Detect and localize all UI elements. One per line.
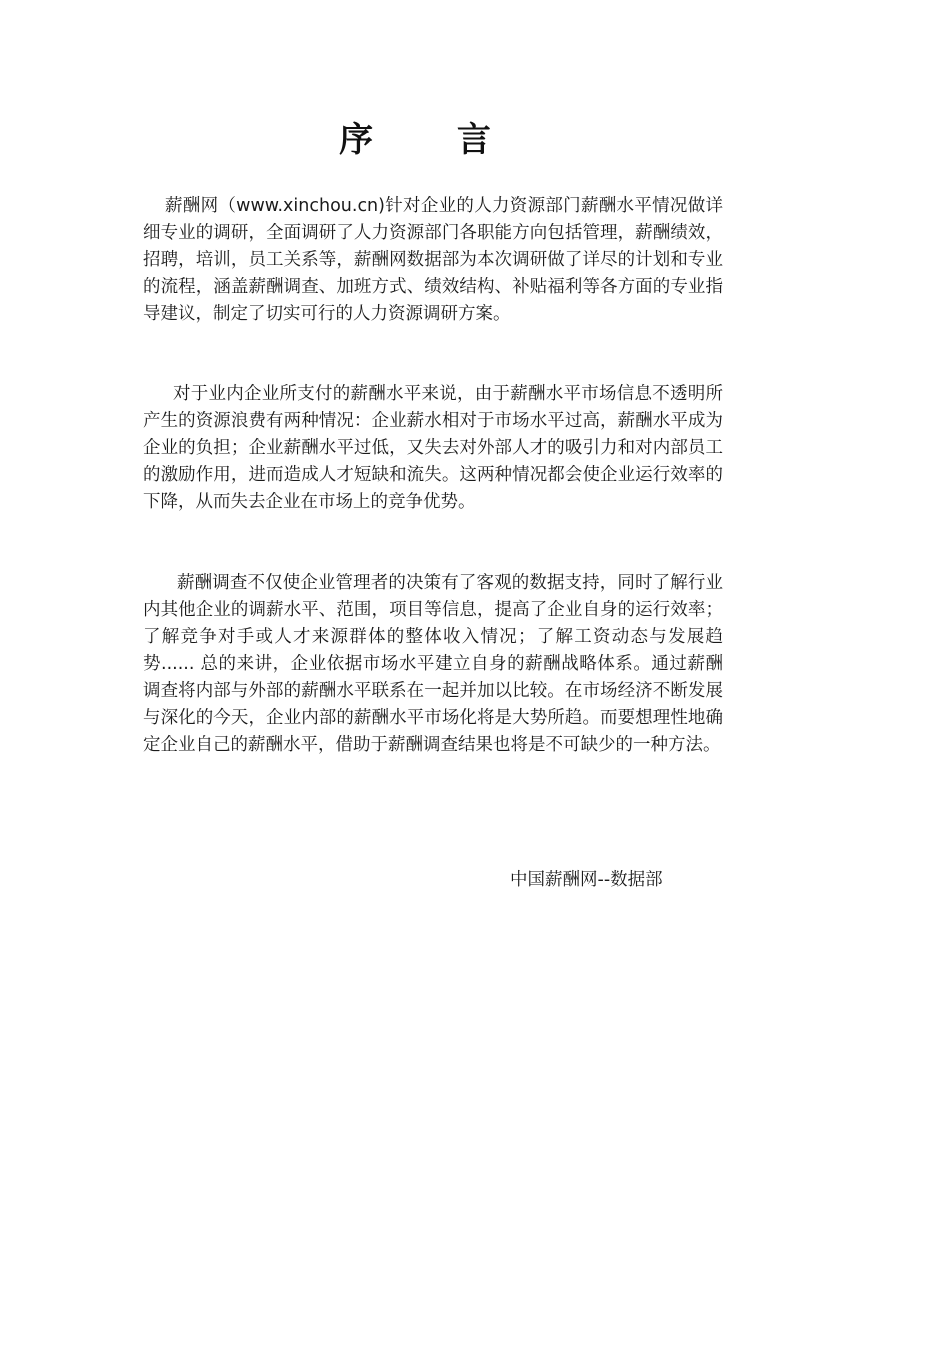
- paragraph-salary-survey: 薪酬调查不仅使企业管理者的决策有了客观的数据支持，同时了解行业内其他企业的调薪水平、范围，项目等信息，提高了企业自身的运行效率；了解竞争对手或人才来源群体的整体收入情况；了解工资动态与发展趋势...... 总的来讲，企业依据市场水平建立自身的薪酬战略体系。通过薪酬调查将内部与外部的薪酬水平联系在一起并加以比较。在市场经济不断发展与深化的今天，企业内部的薪酬水平市场化将是大势所趋。而要想理性地确定企业自己的薪酬水平，借助于薪酬调查结果也将是不可缺少的一种方法。: [143, 573, 723, 755]
- document-title: 序 言: [339, 120, 527, 160]
- paragraph-intro: 薪酬网（www.xinchou.cn)针对企业的人力资源部门薪酬水平情况做详细专业的调研，全面调研了人力资源部门各职能方向包括管理，薪酬绩效，招聘，培训，员工关系等，薪酬网数据部为本次调研做了详尽的计划和专业的流程，涵盖薪酬调查、加班方式、绩效结构、补贴福利等各方面的专业指导建议，制定了切实可行的人力资源调研方案。: [143, 196, 723, 324]
- signature: 中国薪酬网--数据部: [510, 870, 663, 890]
- paragraph-market-info: 对于业内企业所支付的薪酬水平来说，由于薪酬水平市场信息不透明所产生的资源浪费有两种情况：企业薪水相对于市场水平过高，薪酬水平成为企业的负担；企业薪酬水平过低，又失去对外部人才的吸引力和对内部员工的激励作用，进而造成人才短缺和流失。这两种情况都会使企业运行效率的下降，从而失去企业在市场上的竞争优势。: [143, 384, 723, 512]
